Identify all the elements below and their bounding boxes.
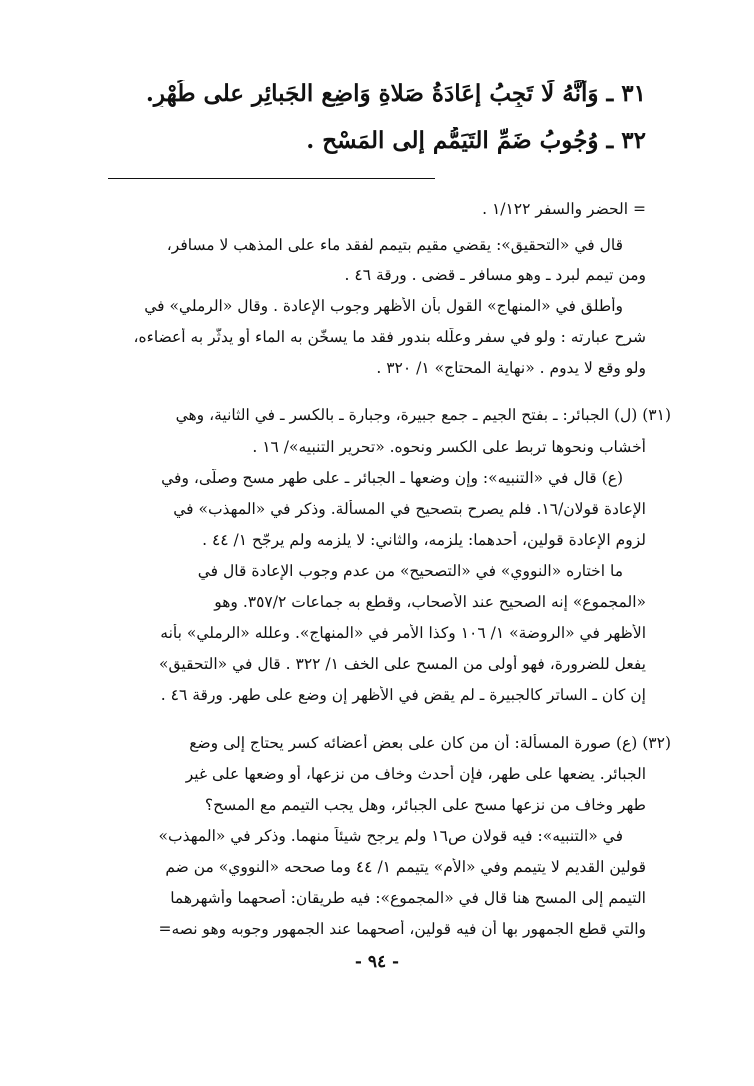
footnote-line: يفعل للضرورة، فهو أولى من المسح على الخف ١/ ٣٢٢ . قال في «التحقيق»	[159, 655, 646, 673]
footnote-line: في «التنبيه»: فيه قولان ص١٦ ولم يرجح شيئاً منهما. وذكر في «المهذب»	[158, 827, 623, 845]
main-item-31: ٣١ ـ وَأَنَّهُ لَا تَجِبُ إِعَادَةُ صَلاةِ وَاضِعِ الجَبائِرِ على طُهْرٍ.	[145, 80, 646, 107]
footnote-line: ما اختاره «النووي» في «التصحيح» من عدم وجوب الإعادة قال في	[197, 562, 623, 580]
footnote-line: الإعادة قولان/١٦. فلم يصرح بتصحيح في المسألة. وذكر في «المهذب» في	[173, 500, 646, 518]
footnote-line: ولو وقع لا يدوم . «نهاية المحتاج» ١/ ٣٢٠ .	[376, 359, 646, 377]
footnote-line: إن كان ـ الساتر كالجبيرة ـ لم يقض في الأظهر إن وضع على طهر. ورقة ٤٦ .	[160, 686, 646, 704]
footnote-line: «المجموع» إنه الصحيح عند الأصحاب، وقطع به جماعات ٣٥٧/٢. وهو	[214, 593, 646, 611]
footnote-line: الأظهر في «الروضة» ١/ ١٠٦ وكذا الأمر في «المنهاج». وعلله «الرملي» بأنه	[160, 624, 646, 642]
footnote-line: أخشاب ونحوها تربط على الكسر ونحوه. «تحرير التنبيه»/ ١٦ .	[252, 438, 646, 456]
footnote-line: التيمم إلى المسح هنا قال في «المجموع»: فيه طريقان: أصحهما وأشهرهما	[170, 889, 646, 907]
footnote-line: ومن تيمم لبرد ـ وهو مسافر ـ قضى . ورقة ٤٦ .	[344, 266, 646, 284]
main-item-32: ٣٢ ـ وُجُوبُ ضَمِّ التَيَمُّمِ إلى المَسْحِ .	[306, 127, 646, 154]
footnote-line: الجبائر. يضعها على طهر، فإن أحدث وخاف من نزعها، أو وضعها على غير	[185, 765, 646, 783]
footnote-line: طهر وخاف من نزعها مسح على الجبائر، وهل يجب التيمم مع المسح؟	[204, 796, 646, 814]
footnote-line: وأطلق في «المنهاج» القول بأن الأظهر وجوب الإعادة . وقال «الرملي» في	[144, 297, 623, 315]
page-number: - ٩٤ -	[354, 952, 400, 972]
footnote-line: والتي قطع الجمهور بها أن فيه قولين، أصحهما عند الجمهور وجوبه وهو نصه=	[158, 920, 646, 938]
footnote-line: شرح عبارته : ولو في سفر وعلّله بندور فقد ما يسخّن به الماء أو يدثّر به أعضاءه،	[133, 328, 646, 346]
footnote-line: قال في «التحقيق»: يقضي مقيم بتيمم لفقد ماء على المذهب لا مسافر،	[166, 236, 623, 254]
footnote-line: = الحضر والسفر ١/١٢٢ .	[482, 200, 646, 218]
footnote-line: (٣٢) (ع) صورة المسألة: أن من كان على بعض أعضائه كسر يحتاج إلى وضع	[189, 734, 671, 752]
footnote-line: (٣١) (ل) الجبائر: ـ بفتح الجيم ـ جمع جبيرة، وجبارة ـ بالكسر ـ في الثانية، وهي	[175, 406, 671, 424]
footnote-line: قولين القديم لا يتيمم وفي «الأم» يتيمم ١/ ٤٤ وما صححه «النووي» من ضم	[165, 858, 646, 876]
footnote-separator	[108, 178, 435, 179]
footnote-line: لزوم الإعادة قولين، أحدهما: يلزمه، والثاني: لا يلزمه ولم يرجّح ١/ ٤٤ .	[202, 531, 646, 549]
footnote-line: (ع) قال في «التنبيه»: وإن وضعها ـ الجبائر ـ على طهر مسح وصلّى، وفي	[161, 469, 623, 487]
